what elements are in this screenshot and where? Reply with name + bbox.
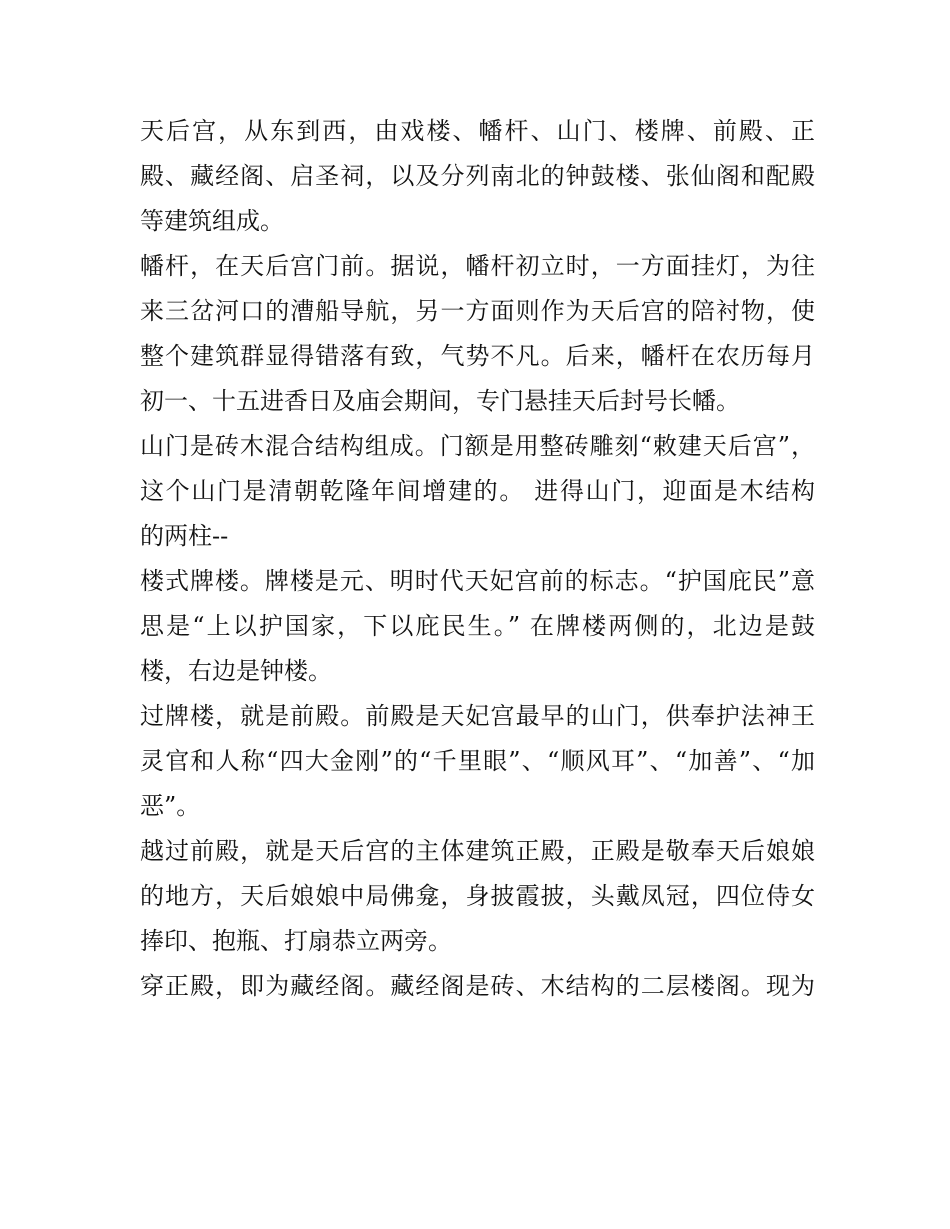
text-line: 楼，右边是钟楼。 — [140, 657, 332, 685]
text-line: 初一、十五进香日及庙会期间，专门悬挂天后封号长幡。 — [140, 387, 740, 415]
text-line: 的地方，天后娘娘中局佛龛，身披霞披，头戴凤冠，四位侍女 — [140, 882, 815, 910]
text-line: 灵官和人称“四大金刚”的“千里眼”、“顺风耳”、“加善”、“加 — [140, 747, 815, 775]
document-body — [140, 109, 815, 1009]
text-line: 殿、藏经阁、启圣祠，以及分列南北的钟鼓楼、张仙阁和配殿 — [140, 162, 815, 190]
text-line: 捧印、抱瓶、打扇恭立两旁。 — [140, 927, 452, 955]
text-line: 恶”。 — [140, 792, 201, 820]
text-line: 越过前殿，就是天后宫的主体建筑正殿，正殿是敬奉天后娘娘 — [140, 837, 815, 865]
text-line: 的两柱-- — [140, 522, 229, 550]
text-line: 天后宫，从东到西，由戏楼、幡杆、山门、楼牌、前殿、正 — [140, 117, 815, 145]
text-line: 山门是砖木混合结构组成。门额是用整砖雕刻“敕建天后宫”， — [140, 432, 815, 460]
text-line: 等建筑组成。 — [140, 207, 284, 235]
text-line: 穿正殿，即为藏经阁。藏经阁是砖、木结构的二层楼阁。现为 — [140, 972, 815, 1000]
text-line: 思是“上以护国家，下以庇民生。” 在牌楼两侧的，北边是鼓 — [140, 612, 815, 640]
text-line: 来三岔河口的漕船导航，另一方面则作为天后宫的陪衬物，使 — [140, 297, 815, 325]
text-line: 幡杆，在天后宫门前。据说，幡杆初立时，一方面挂灯，为往 — [140, 252, 815, 280]
text-line: 整个建筑群显得错落有致，气势不凡。后来，幡杆在农历每月 — [140, 342, 815, 370]
text-line: 楼式牌楼。牌楼是元、明时代天妃宫前的标志。“护国庇民”意 — [140, 567, 815, 595]
text-line: 这个山门是清朝乾隆年间增建的。 进得山门，迎面是木结构 — [140, 477, 815, 505]
text-line: 过牌楼，就是前殿。前殿是天妃宫最早的山门，供奉护法神王 — [140, 702, 815, 730]
